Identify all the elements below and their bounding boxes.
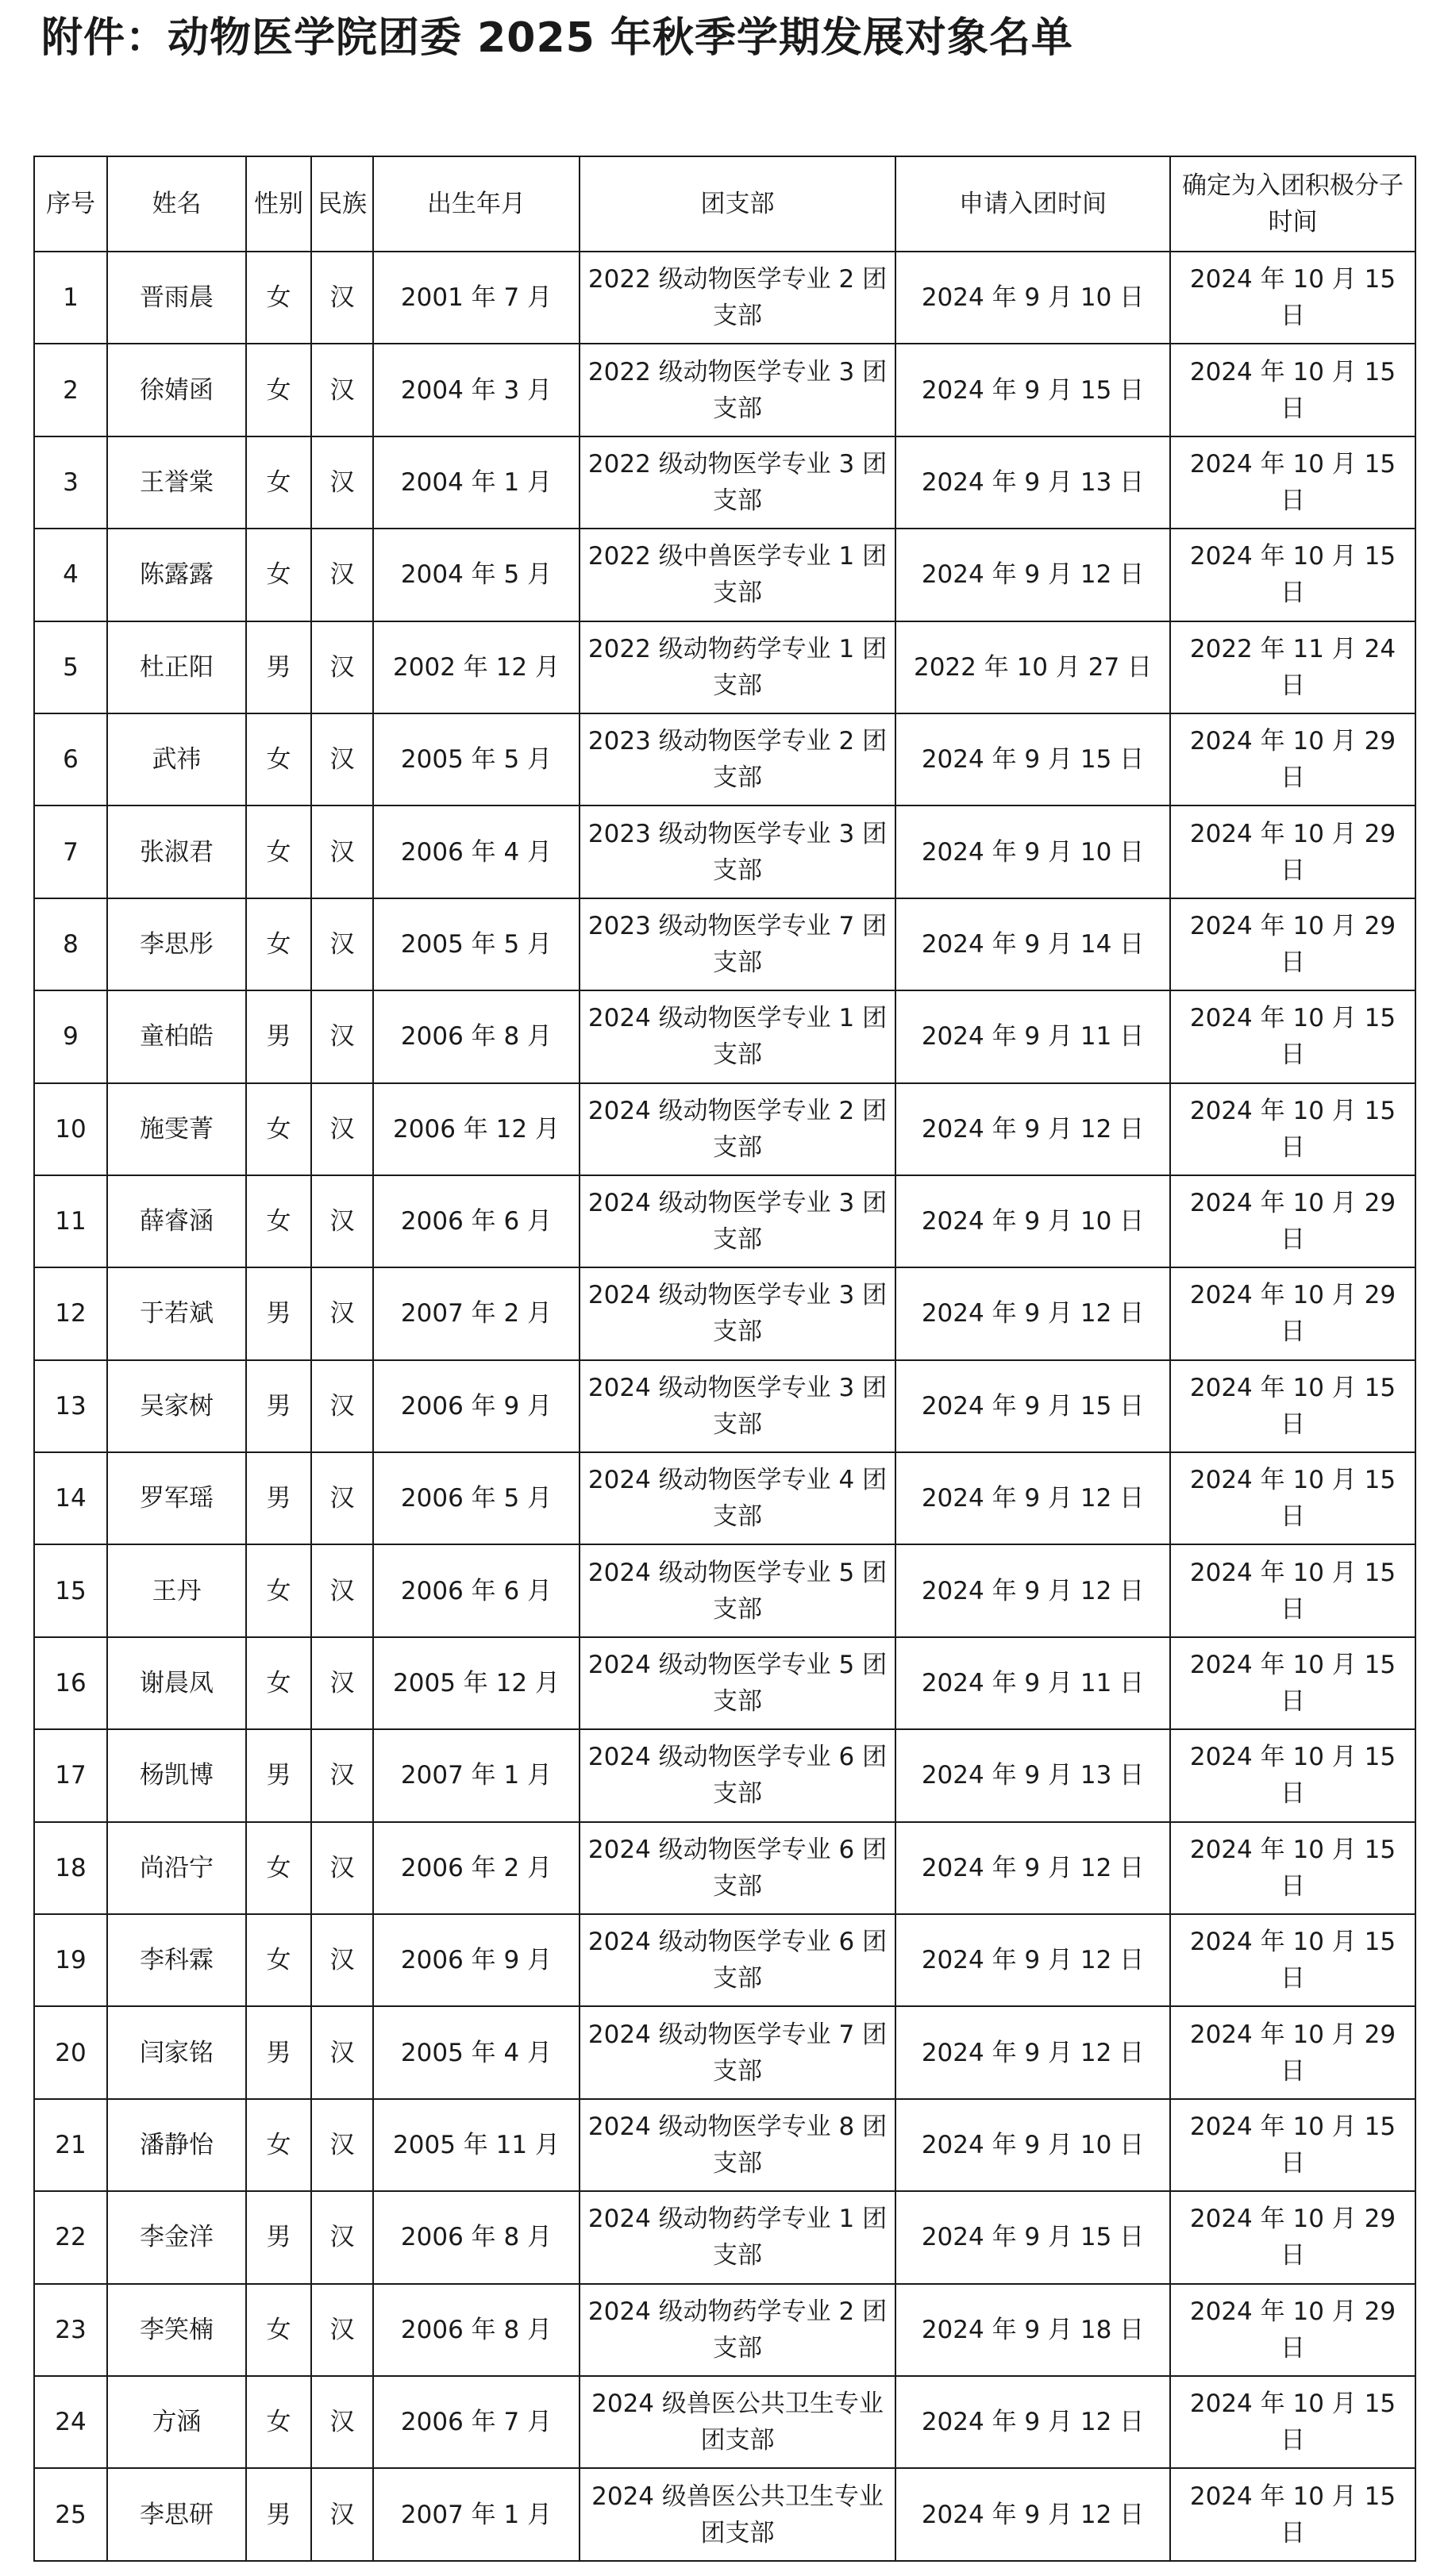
cell-confirm-date: 2024 年 10 月 15 日 [1170,1360,1415,1452]
cell-birth: 2006 年 8 月 [373,990,580,1082]
cell-ethnicity: 汉 [311,713,373,805]
cell-branch: 2024 级动物医学专业 8 团支部 [580,2099,895,2191]
cell-gender: 女 [246,1637,311,1729]
cell-apply-date: 2022 年 10 月 27 日 [895,621,1170,713]
cell-branch: 2024 级动物医学专业 3 团支部 [580,1267,895,1359]
cell-branch: 2024 级兽医公共卫生专业团支部 [580,2468,895,2560]
cell-ethnicity: 汉 [311,1267,373,1359]
cell-seq: 14 [34,1452,107,1544]
header-branch: 团支部 [580,156,895,252]
cell-seq: 12 [34,1267,107,1359]
cell-seq: 18 [34,1822,107,1914]
cell-gender: 男 [246,1729,311,1821]
cell-apply-date: 2024 年 9 月 10 日 [895,1175,1170,1267]
cell-branch: 2023 级动物医学专业 2 团支部 [580,713,895,805]
table-row [34,1914,1415,2006]
cell-confirm-date: 2024 年 10 月 15 日 [1170,1452,1415,1544]
table-row [34,990,1415,1082]
cell-confirm-date: 2024 年 10 月 15 日 [1170,2376,1415,2468]
cell-name: 李思研 [107,2468,246,2560]
table-row [34,1452,1415,1544]
cell-branch: 2024 级动物药学专业 2 团支部 [580,2284,895,2376]
cell-name: 谢晨凤 [107,1637,246,1729]
cell-confirm-date: 2024 年 10 月 15 日 [1170,436,1415,529]
cell-branch: 2024 级动物医学专业 6 团支部 [580,1914,895,2006]
cell-seq: 7 [34,805,107,898]
table-row [34,805,1415,898]
cell-apply-date: 2024 年 9 月 12 日 [895,2006,1170,2098]
cell-seq: 6 [34,713,107,805]
cell-ethnicity: 汉 [311,1914,373,2006]
cell-seq: 19 [34,1914,107,2006]
cell-birth: 2004 年 3 月 [373,344,580,436]
cell-branch: 2024 级动物医学专业 6 团支部 [580,1729,895,1821]
table-row [34,1267,1415,1359]
cell-seq: 4 [34,529,107,621]
cell-apply-date: 2024 年 9 月 12 日 [895,1452,1170,1544]
cell-apply-date: 2024 年 9 月 15 日 [895,713,1170,805]
header-apply-date: 申请入团时间 [895,156,1170,252]
cell-branch: 2024 级兽医公共卫生专业团支部 [580,2376,895,2468]
cell-birth: 2005 年 5 月 [373,713,580,805]
table-row [34,1544,1415,1636]
cell-seq: 17 [34,1729,107,1821]
table-row [34,1729,1415,1821]
cell-confirm-date: 2024 年 10 月 15 日 [1170,1637,1415,1729]
cell-confirm-date: 2024 年 10 月 15 日 [1170,529,1415,621]
cell-apply-date: 2024 年 9 月 12 日 [895,1822,1170,1914]
cell-ethnicity: 汉 [311,1729,373,1821]
cell-apply-date: 2024 年 9 月 15 日 [895,2191,1170,2283]
document-title: 附件：动物医学院团委 2025 年秋季学期发展对象名单 [41,14,1073,62]
cell-gender: 女 [246,713,311,805]
cell-confirm-date: 2022 年 11 月 24 日 [1170,621,1415,713]
cell-branch: 2024 级动物医学专业 5 团支部 [580,1544,895,1636]
table-row [34,1822,1415,1914]
cell-branch: 2024 级动物医学专业 3 团支部 [580,1360,895,1452]
cell-apply-date: 2024 年 9 月 13 日 [895,1729,1170,1821]
cell-seq: 10 [34,1083,107,1175]
cell-gender: 男 [246,621,311,713]
cell-confirm-date: 2024 年 10 月 15 日 [1170,990,1415,1082]
cell-birth: 2006 年 4 月 [373,805,580,898]
cell-gender: 女 [246,1914,311,2006]
cell-apply-date: 2024 年 9 月 12 日 [895,529,1170,621]
cell-apply-date: 2024 年 9 月 10 日 [895,805,1170,898]
cell-ethnicity: 汉 [311,1360,373,1452]
header-gender: 性别 [246,156,311,252]
cell-seq: 25 [34,2468,107,2560]
table-row [34,2099,1415,2191]
cell-seq: 11 [34,1175,107,1267]
cell-name: 李科霖 [107,1914,246,2006]
cell-confirm-date: 2024 年 10 月 29 日 [1170,1267,1415,1359]
cell-gender: 女 [246,1083,311,1175]
header-birth: 出生年月 [373,156,580,252]
header-confirm-date: 确定为入团积极分子时间 [1170,156,1415,252]
cell-ethnicity: 汉 [311,1637,373,1729]
cell-branch: 2024 级动物医学专业 2 团支部 [580,1083,895,1175]
table-row [34,2006,1415,2098]
cell-birth: 2006 年 6 月 [373,1175,580,1267]
table-row [34,1360,1415,1452]
table-row [34,1083,1415,1175]
cell-branch: 2023 级动物医学专业 7 团支部 [580,898,895,990]
cell-name: 薛睿涵 [107,1175,246,1267]
cell-gender: 女 [246,2376,311,2468]
cell-confirm-date: 2024 年 10 月 29 日 [1170,2284,1415,2376]
cell-name: 李笑楠 [107,2284,246,2376]
cell-apply-date: 2024 年 9 月 11 日 [895,1637,1170,1729]
cell-seq: 15 [34,1544,107,1636]
cell-branch: 2024 级动物药学专业 1 团支部 [580,2191,895,2283]
cell-birth: 2006 年 9 月 [373,1360,580,1452]
cell-confirm-date: 2024 年 10 月 15 日 [1170,1822,1415,1914]
cell-birth: 2002 年 12 月 [373,621,580,713]
cell-birth: 2007 年 1 月 [373,1729,580,1821]
cell-apply-date: 2024 年 9 月 15 日 [895,344,1170,436]
cell-name: 晋雨晨 [107,252,246,344]
cell-name: 吴家树 [107,1360,246,1452]
cell-apply-date: 2024 年 9 月 10 日 [895,2099,1170,2191]
cell-seq: 8 [34,898,107,990]
cell-birth: 2006 年 8 月 [373,2191,580,2283]
cell-birth: 2006 年 12 月 [373,1083,580,1175]
cell-branch: 2024 级动物医学专业 7 团支部 [580,2006,895,2098]
table-body [34,252,1415,2561]
cell-gender: 女 [246,2284,311,2376]
member-roster-table [33,156,1416,2562]
cell-apply-date: 2024 年 9 月 15 日 [895,1360,1170,1452]
table-row [34,2191,1415,2283]
cell-ethnicity: 汉 [311,621,373,713]
cell-ethnicity: 汉 [311,2376,373,2468]
cell-branch: 2022 级中兽医学专业 1 团支部 [580,529,895,621]
cell-name: 罗军瑶 [107,1452,246,1544]
cell-birth: 2006 年 9 月 [373,1914,580,2006]
cell-branch: 2024 级动物医学专业 5 团支部 [580,1637,895,1729]
cell-birth: 2007 年 1 月 [373,2468,580,2560]
cell-ethnicity: 汉 [311,898,373,990]
cell-seq: 1 [34,252,107,344]
cell-confirm-date: 2024 年 10 月 15 日 [1170,1083,1415,1175]
cell-ethnicity: 汉 [311,2468,373,2560]
cell-branch: 2024 级动物医学专业 3 团支部 [580,1175,895,1267]
cell-gender: 女 [246,436,311,529]
cell-gender: 女 [246,805,311,898]
cell-apply-date: 2024 年 9 月 12 日 [895,1914,1170,2006]
cell-apply-date: 2024 年 9 月 12 日 [895,1544,1170,1636]
cell-confirm-date: 2024 年 10 月 15 日 [1170,1914,1415,2006]
cell-apply-date: 2024 年 9 月 10 日 [895,252,1170,344]
cell-gender: 女 [246,252,311,344]
cell-seq: 23 [34,2284,107,2376]
cell-gender: 女 [246,1822,311,1914]
cell-name: 王誉棠 [107,436,246,529]
cell-branch: 2022 级动物医学专业 2 团支部 [580,252,895,344]
table-row [34,713,1415,805]
cell-seq: 5 [34,621,107,713]
cell-gender: 男 [246,1267,311,1359]
header-name: 姓名 [107,156,246,252]
cell-ethnicity: 汉 [311,529,373,621]
cell-name: 李金洋 [107,2191,246,2283]
cell-ethnicity: 汉 [311,2191,373,2283]
cell-ethnicity: 汉 [311,344,373,436]
cell-name: 张淑君 [107,805,246,898]
cell-seq: 16 [34,1637,107,1729]
cell-name: 杨凯博 [107,1729,246,1821]
cell-gender: 男 [246,1452,311,1544]
cell-apply-date: 2024 年 9 月 12 日 [895,1267,1170,1359]
cell-confirm-date: 2024 年 10 月 15 日 [1170,2468,1415,2560]
cell-branch: 2023 级动物医学专业 3 团支部 [580,805,895,898]
cell-gender: 女 [246,2099,311,2191]
cell-apply-date: 2024 年 9 月 12 日 [895,2376,1170,2468]
cell-name: 杜正阳 [107,621,246,713]
cell-seq: 21 [34,2099,107,2191]
cell-name: 施雯菁 [107,1083,246,1175]
cell-confirm-date: 2024 年 10 月 29 日 [1170,2006,1415,2098]
cell-ethnicity: 汉 [311,436,373,529]
cell-birth: 2001 年 7 月 [373,252,580,344]
cell-ethnicity: 汉 [311,1083,373,1175]
cell-gender: 男 [246,2468,311,2560]
cell-seq: 9 [34,990,107,1082]
cell-gender: 女 [246,898,311,990]
cell-confirm-date: 2024 年 10 月 29 日 [1170,805,1415,898]
cell-birth: 2005 年 11 月 [373,2099,580,2191]
cell-apply-date: 2024 年 9 月 14 日 [895,898,1170,990]
cell-name: 闫家铭 [107,2006,246,2098]
header-seq: 序号 [34,156,107,252]
table-row [34,2284,1415,2376]
cell-name: 尚沿宁 [107,1822,246,1914]
cell-gender: 男 [246,990,311,1082]
cell-branch: 2022 级动物医学专业 3 团支部 [580,344,895,436]
cell-confirm-date: 2024 年 10 月 15 日 [1170,1729,1415,1821]
cell-apply-date: 2024 年 9 月 11 日 [895,990,1170,1082]
cell-name: 陈露露 [107,529,246,621]
table-row [34,1175,1415,1267]
cell-confirm-date: 2024 年 10 月 15 日 [1170,252,1415,344]
cell-confirm-date: 2024 年 10 月 29 日 [1170,898,1415,990]
cell-ethnicity: 汉 [311,990,373,1082]
cell-confirm-date: 2024 年 10 月 15 日 [1170,344,1415,436]
cell-branch: 2024 级动物医学专业 1 团支部 [580,990,895,1082]
table-row [34,621,1415,713]
cell-apply-date: 2024 年 9 月 12 日 [895,2468,1170,2560]
cell-birth: 2006 年 8 月 [373,2284,580,2376]
cell-ethnicity: 汉 [311,1544,373,1636]
cell-branch: 2022 级动物医学专业 3 团支部 [580,436,895,529]
cell-seq: 22 [34,2191,107,2283]
cell-gender: 女 [246,1175,311,1267]
cell-ethnicity: 汉 [311,1822,373,1914]
cell-birth: 2006 年 6 月 [373,1544,580,1636]
cell-name: 潘静怡 [107,2099,246,2191]
cell-ethnicity: 汉 [311,2006,373,2098]
cell-birth: 2004 年 1 月 [373,436,580,529]
cell-branch: 2022 级动物药学专业 1 团支部 [580,621,895,713]
cell-birth: 2004 年 5 月 [373,529,580,621]
cell-name: 李思彤 [107,898,246,990]
cell-seq: 20 [34,2006,107,2098]
table-row [34,436,1415,529]
cell-confirm-date: 2024 年 10 月 15 日 [1170,1544,1415,1636]
cell-birth: 2005 年 12 月 [373,1637,580,1729]
cell-name: 王丹 [107,1544,246,1636]
table-row [34,898,1415,990]
cell-seq: 2 [34,344,107,436]
cell-birth: 2006 年 2 月 [373,1822,580,1914]
table-row [34,252,1415,344]
cell-name: 徐婧函 [107,344,246,436]
cell-apply-date: 2024 年 9 月 13 日 [895,436,1170,529]
cell-confirm-date: 2024 年 10 月 15 日 [1170,2099,1415,2191]
cell-confirm-date: 2024 年 10 月 29 日 [1170,713,1415,805]
cell-confirm-date: 2024 年 10 月 29 日 [1170,2191,1415,2283]
cell-ethnicity: 汉 [311,1175,373,1267]
cell-gender: 男 [246,2191,311,2283]
cell-ethnicity: 汉 [311,252,373,344]
cell-seq: 3 [34,436,107,529]
header-ethnicity: 民族 [311,156,373,252]
cell-gender: 女 [246,1544,311,1636]
table-row [34,2376,1415,2468]
table-row [34,2468,1415,2560]
cell-birth: 2006 年 5 月 [373,1452,580,1544]
cell-branch: 2024 级动物医学专业 4 团支部 [580,1452,895,1544]
cell-confirm-date: 2024 年 10 月 29 日 [1170,1175,1415,1267]
cell-ethnicity: 汉 [311,2099,373,2191]
cell-apply-date: 2024 年 9 月 18 日 [895,2284,1170,2376]
table-row [34,1637,1415,1729]
table-header-row [34,156,1415,252]
cell-name: 方涵 [107,2376,246,2468]
table-row [34,344,1415,436]
cell-gender: 男 [246,2006,311,2098]
table-row [34,529,1415,621]
cell-gender: 男 [246,1360,311,1452]
cell-seq: 13 [34,1360,107,1452]
cell-birth: 2005 年 4 月 [373,2006,580,2098]
cell-name: 童柏皓 [107,990,246,1082]
cell-birth: 2007 年 2 月 [373,1267,580,1359]
cell-name: 武祎 [107,713,246,805]
cell-gender: 女 [246,529,311,621]
cell-seq: 24 [34,2376,107,2468]
cell-birth: 2006 年 7 月 [373,2376,580,2468]
cell-birth: 2005 年 5 月 [373,898,580,990]
cell-branch: 2024 级动物医学专业 6 团支部 [580,1822,895,1914]
cell-gender: 女 [246,344,311,436]
cell-ethnicity: 汉 [311,1452,373,1544]
cell-name: 于若斌 [107,1267,246,1359]
cell-ethnicity: 汉 [311,2284,373,2376]
cell-ethnicity: 汉 [311,805,373,898]
cell-apply-date: 2024 年 9 月 12 日 [895,1083,1170,1175]
